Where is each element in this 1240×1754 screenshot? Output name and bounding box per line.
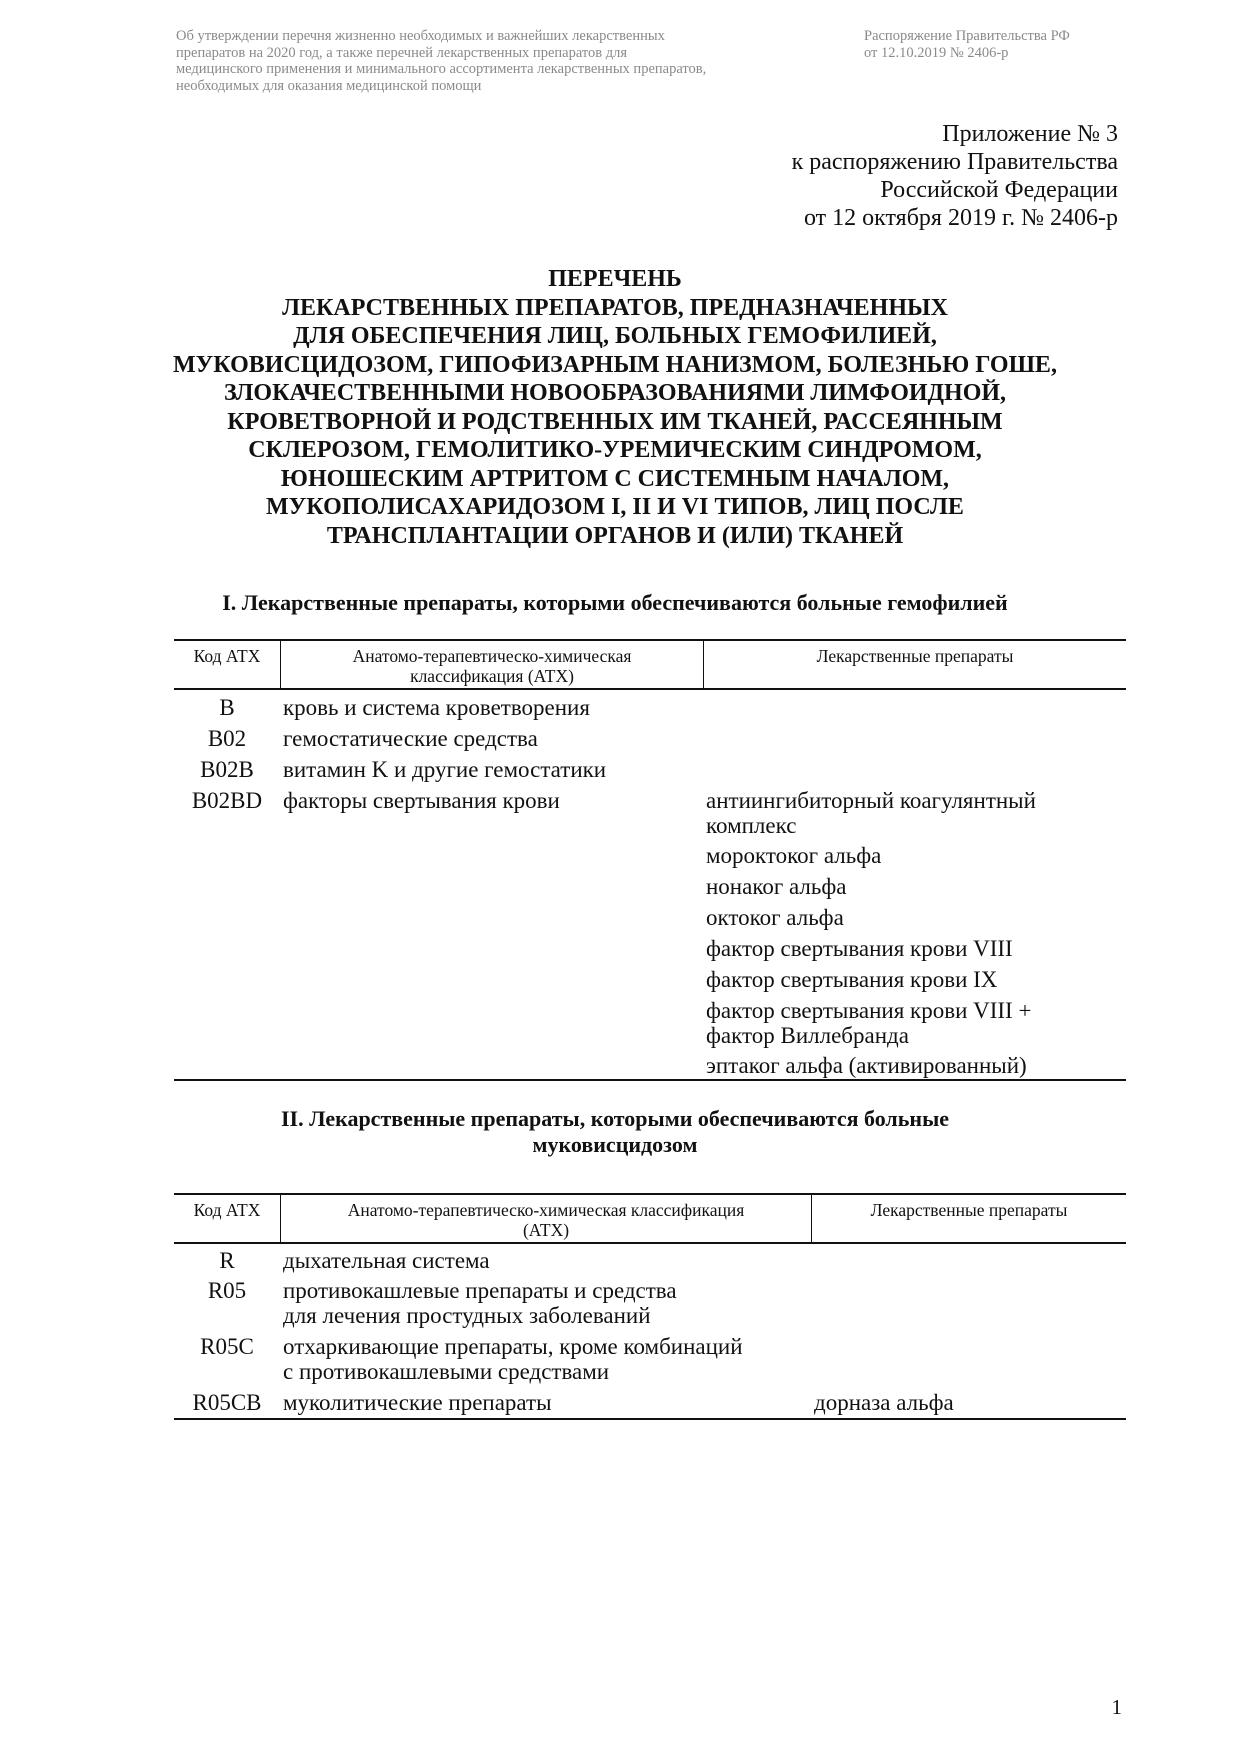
classification-line: с противокашлевыми средствами [283, 1359, 610, 1384]
classification-cell [283, 1248, 803, 1273]
table-body [174, 690, 1126, 1081]
classification-line: отхаркивающие препараты, кроме комбинаций [283, 1334, 743, 1359]
classification-cell [283, 757, 693, 782]
header-title-line: препаратов на 2020 год, а также перечней лекарственных препаратов для [176, 44, 628, 61]
section-1-title [110, 590, 1120, 616]
page-header [176, 28, 1156, 100]
title-line: СКЛЕРОЗОМ, ГЕМОЛИТИКО-УРЕМИЧЕСКИМ СИНДРОМОМ, [248, 437, 982, 463]
atc-code-cell: R05CB [192, 1390, 262, 1415]
drug-name-line: фактор свертывания крови VIII [706, 936, 1013, 961]
drug-item [706, 788, 1126, 838]
drug-item [814, 1390, 1124, 1415]
section-2-table [174, 1193, 1126, 1420]
column-header-code: Код АТХ [193, 1200, 261, 1220]
drug-name-line: нонаког альфа [706, 874, 847, 899]
atc-code-cell: B02 [207, 726, 247, 751]
classification-line: дыхательная система [283, 1248, 490, 1273]
table-header [174, 1193, 1126, 1244]
atc-code-cell: B02BD [191, 788, 263, 813]
column-header-line: Анатомо-терапевтическо-химическая классификация [347, 1200, 745, 1220]
drugs-cell [814, 1390, 1124, 1415]
title-line: ПЕРЕЧЕНЬ [548, 266, 682, 292]
document-title [110, 265, 1120, 550]
section-2-title [110, 1106, 1120, 1158]
header-document-reference [864, 28, 1144, 61]
classification-cell [283, 695, 693, 720]
table-row [174, 788, 1126, 1078]
header-document-title [176, 28, 796, 94]
table-row [174, 1278, 1126, 1328]
drugs-cell [706, 788, 1126, 1078]
classification-cell [283, 1390, 803, 1415]
page-number: 1 [1111, 1695, 1122, 1719]
table-row [174, 726, 1126, 751]
header-reference-line: от 12.10.2019 № 2406-р [864, 44, 1009, 61]
atc-code-cell: R05C [200, 1334, 254, 1359]
title-line: ДЛЯ ОБЕСПЕЧЕНИЯ ЛИЦ, БОЛЬНЫХ ГЕМОФИЛИЕЙ, [293, 323, 937, 349]
header-title-line: медицинского применения и минимального ассортимента лекарственных препаратов, [176, 61, 707, 77]
table-row [174, 1390, 1126, 1415]
column-header-line: Анатомо-терапевтическо-химическая [352, 646, 632, 666]
title-line: КРОВЕТВОРНОЙ И РОДСТВЕННЫХ ИМ ТКАНЕЙ, РАССЕЯННЫМ [227, 408, 1003, 435]
title-line: ЗЛОКАЧЕСТВЕННЫМИ НОВООБРАЗОВАНИЯМИ ЛИМФОИДНОЙ, [223, 380, 1007, 406]
table-header [174, 639, 1126, 690]
appendix-line: Российской Федерации [880, 177, 1118, 203]
drug-name-line: мороктоког альфа [706, 843, 882, 868]
column-header-classification [280, 1195, 811, 1242]
section-title-line: II. Лекарственные препараты, которыми обеспечиваются больные [280, 1106, 950, 1131]
drug-name-line: фактор свертывания крови IX [706, 967, 998, 992]
appendix-line: от 12 октября 2019 г. № 2406-р [803, 205, 1118, 231]
classification-cell [283, 1334, 803, 1384]
column-header-line: (АТХ) [522, 1220, 570, 1240]
drug-item [706, 874, 1126, 899]
column-header-line: классификация (АТХ) [410, 666, 574, 686]
column-header-drugs: Лекарственные препараты [703, 641, 1126, 688]
atc-code-cell: B02B [200, 757, 254, 782]
classification-cell [283, 788, 693, 813]
appendix-block [792, 120, 1118, 232]
drug-name-line: фактор свертывания крови VIII + [706, 998, 1032, 1023]
drug-name-line: антиингибиторный коагулянтный [706, 788, 1036, 813]
table-row [174, 695, 1126, 720]
drug-name-line: дорназа альфа [814, 1390, 954, 1415]
drug-item [706, 905, 1126, 930]
atc-code-cell: R05 [207, 1278, 247, 1303]
classification-line: противокашлевые препараты и средства [283, 1278, 677, 1303]
title-line: МУКОВИСЦИДОЗОМ, ГИПОФИЗАРНЫМ НАНИЗМОМ, БОЛЕЗНЬЮ ГОШЕ, [173, 351, 1057, 378]
drug-name-line: эптаког альфа (активированный) [706, 1053, 1027, 1078]
title-line: ТРАНСПЛАНТАЦИИ ОРГАНОВ И (ИЛИ) ТКАНЕЙ [326, 522, 904, 549]
appendix-line: Приложение № 3 [942, 121, 1118, 147]
drug-name-line: фактор Виллебранда [706, 1023, 909, 1048]
title-line: ЛЕКАРСТВЕННЫХ ПРЕПАРАТОВ, ПРЕДНАЗНАЧЕННЫХ [282, 294, 948, 321]
classification-line: витамин K и другие гемостатики [283, 757, 607, 782]
classification-line: муколитические препараты [283, 1390, 552, 1415]
column-header-classification [280, 641, 703, 688]
atc-code-cell: B [219, 695, 235, 720]
header-title-line: Об утверждении перечня жизненно необходимых и важнейших лекарственных [176, 28, 665, 44]
drug-item [706, 843, 1126, 868]
table-row [174, 1248, 1126, 1273]
classification-line: кровь и система кроветворения [283, 695, 590, 720]
title-line: МУКОПОЛИСАХАРИДОЗОМ I, II И VI ТИПОВ, ЛИЦ ПОСЛЕ [266, 494, 964, 520]
classification-line: факторы свертывания крови [283, 788, 560, 813]
table-row [174, 757, 1126, 782]
classification-line: гемостатические средства [283, 726, 538, 751]
classification-cell [283, 1278, 803, 1328]
appendix-line: к распоряжению Правительства [791, 149, 1118, 175]
classification-line: для лечения простудных заболеваний [283, 1303, 651, 1328]
section-1-table [174, 639, 1126, 1081]
atc-code-cell: R [219, 1248, 235, 1273]
drug-item [706, 1053, 1126, 1078]
drug-item [706, 936, 1126, 961]
drug-item [706, 998, 1126, 1048]
column-header-drugs: Лекарственные препараты [811, 1195, 1126, 1242]
drug-name-line: комплекс [706, 813, 797, 838]
classification-cell [283, 726, 693, 751]
table-body [174, 1244, 1126, 1420]
title-line: ЮНОШЕСКИМ АРТРИТОМ С СИСТЕМНЫМ НАЧАЛОМ, [280, 465, 950, 492]
drug-item [706, 967, 1126, 992]
section-title-line: муковисцидозом [532, 1132, 698, 1157]
section-title-line: I. Лекарственные препараты, которыми обеспечиваются больные гемофилией [222, 590, 1008, 615]
table-row [174, 1334, 1126, 1384]
drug-name-line: октоког альфа [706, 905, 844, 930]
header-reference-line: Распоряжение Правительства РФ [864, 28, 1070, 44]
column-header-code: Код АТХ [193, 646, 261, 666]
header-title-line: необходимых для оказания медицинской помощи [176, 77, 482, 94]
